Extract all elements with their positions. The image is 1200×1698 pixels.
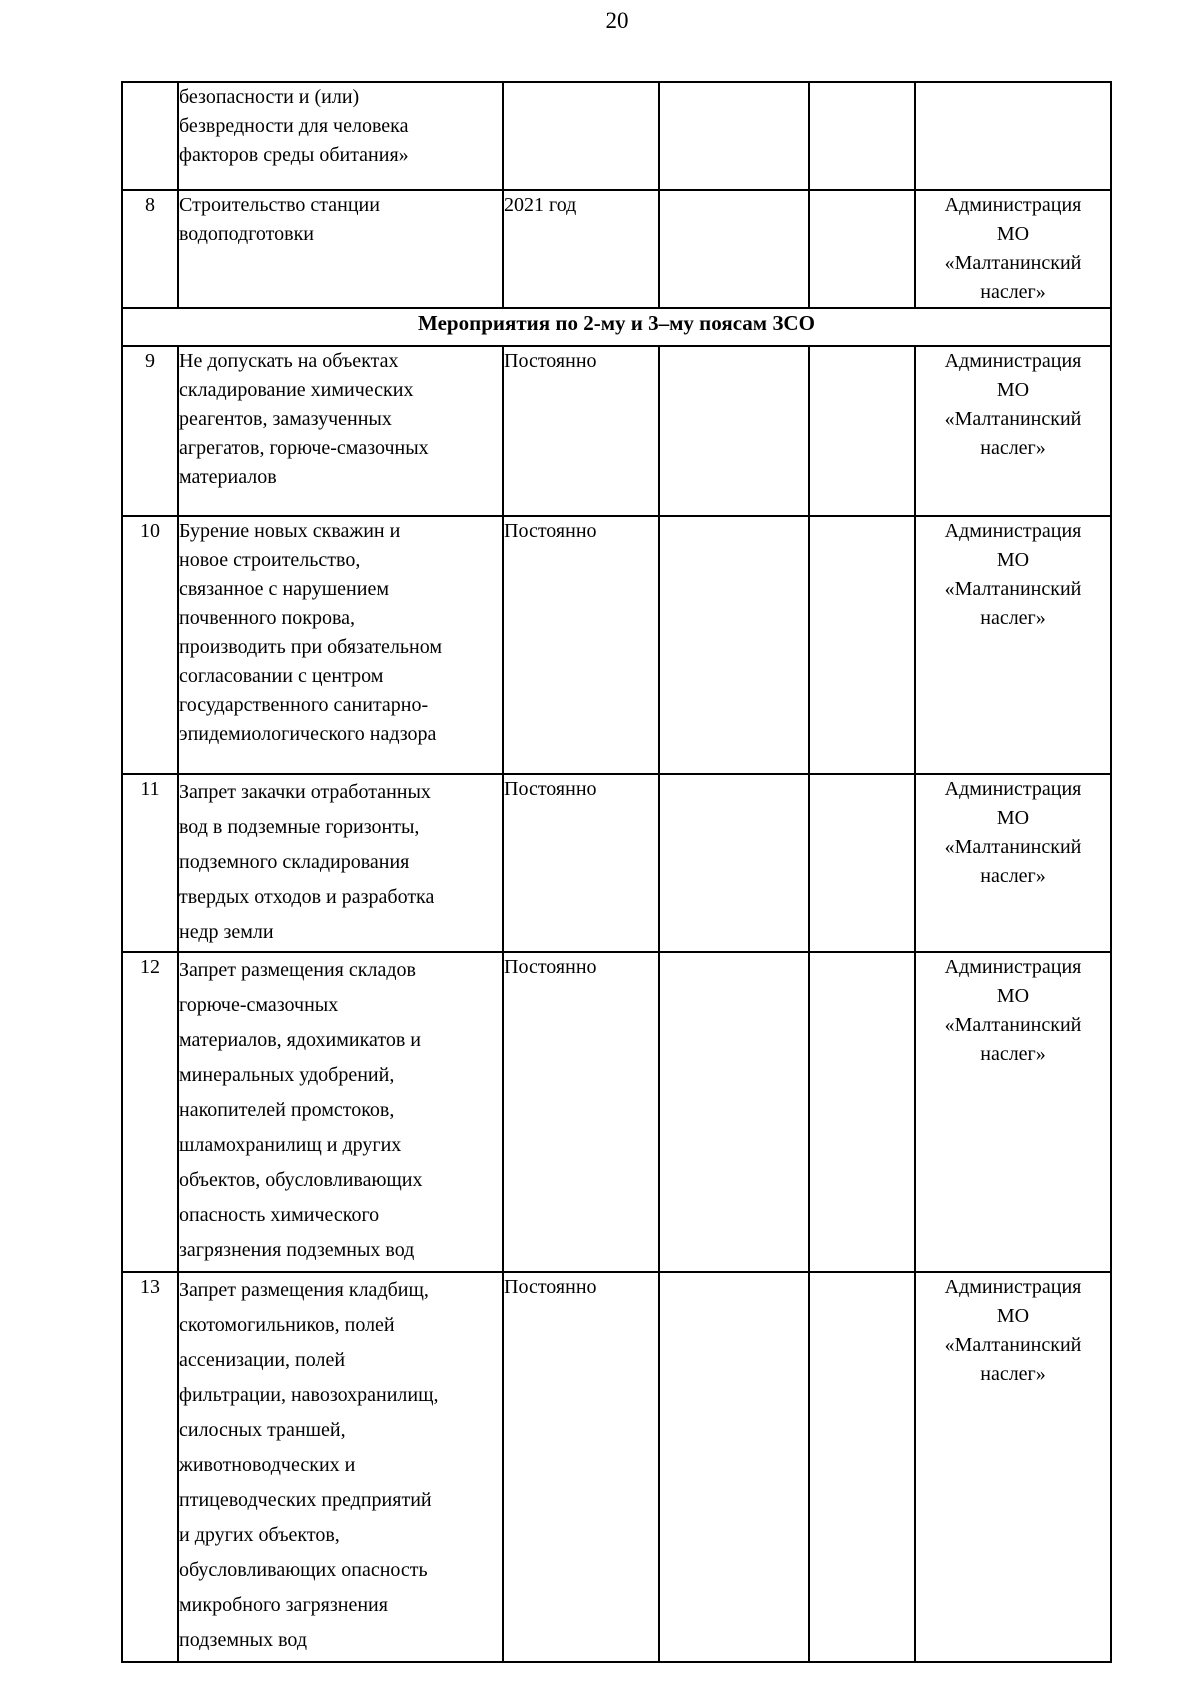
- deadline-cell: Постоянно: [503, 774, 659, 952]
- empty-cell-2: [809, 1272, 915, 1662]
- description-line: опасность химического: [179, 1204, 380, 1226]
- responsible-line: «Малтанинский: [944, 836, 1082, 858]
- deadline-cell: [503, 82, 659, 190]
- description-line: силосных траншей,: [179, 1419, 346, 1441]
- description-line: Строительство станции: [179, 194, 380, 216]
- description-line: обусловливающих опасность: [179, 1559, 428, 1581]
- responsible-line: Администрация: [944, 1276, 1082, 1298]
- responsible-line: «Малтанинский: [944, 1014, 1082, 1036]
- table-row: [122, 774, 1111, 952]
- row-number: [122, 82, 178, 190]
- empty-cell-2: [809, 190, 915, 308]
- description-line: Не допускать на объектах: [179, 350, 399, 372]
- responsible-line: МО: [996, 379, 1030, 401]
- responsible-line: Администрация: [944, 194, 1082, 216]
- empty-cell-1: [659, 1272, 809, 1662]
- measure-description: [178, 516, 503, 774]
- description-line: накопителей промстоков,: [179, 1099, 395, 1121]
- description-line: производить при обязательном: [179, 636, 443, 658]
- responsible-cell: [915, 516, 1111, 774]
- row-number: 10: [122, 516, 178, 774]
- description-line: загрязнения подземных вод: [179, 1239, 415, 1261]
- deadline-cell: Постоянно: [503, 952, 659, 1272]
- description-line: почвенного покрова,: [179, 607, 356, 629]
- description-line: недр земли: [179, 921, 274, 943]
- responsible-line: наслег»: [980, 607, 1046, 629]
- deadline-cell: 2021 год: [503, 190, 659, 308]
- table-body-before: [122, 82, 1111, 308]
- deadline-cell: Постоянно: [503, 346, 659, 516]
- responsible-line: наслег»: [980, 865, 1046, 887]
- responsible-line: наслег»: [980, 1043, 1046, 1065]
- responsible-line: МО: [996, 807, 1030, 829]
- description-line: Бурение новых скважин и: [179, 520, 401, 542]
- description-line: реагентов, замазученных: [179, 408, 392, 430]
- empty-cell-2: [809, 952, 915, 1272]
- description-line: связанное с нарушением: [179, 578, 389, 600]
- empty-cell-1: [659, 774, 809, 952]
- table-row: [122, 190, 1111, 308]
- description-line: водоподготовки: [179, 223, 314, 245]
- description-line: государственного санитарно-: [179, 694, 429, 716]
- empty-cell-1: [659, 82, 809, 190]
- responsible-line: Администрация: [944, 956, 1082, 978]
- responsible-line: наслег»: [980, 1363, 1046, 1385]
- row-number: 9: [122, 346, 178, 516]
- description-line: новое строительство,: [179, 549, 361, 571]
- description-line: твердых отходов и разработка: [179, 886, 435, 908]
- description-line: и других объектов,: [179, 1524, 340, 1546]
- responsible-cell: [915, 346, 1111, 516]
- empty-cell-2: [809, 516, 915, 774]
- responsible-line: «Малтанинский: [944, 578, 1082, 600]
- table-body-after: [122, 346, 1111, 1662]
- empty-cell-1: [659, 516, 809, 774]
- description-line: безопасности и (или): [179, 86, 360, 108]
- responsible-line: МО: [996, 985, 1030, 1007]
- section-header: [122, 308, 1111, 346]
- measure-description: [178, 1272, 503, 1662]
- responsible-line: «Малтанинский: [944, 1334, 1082, 1356]
- description-line: подземных вод: [179, 1629, 308, 1651]
- description-line: горюче-смазочных: [179, 994, 339, 1016]
- description-line: эпидемиологического надзора: [179, 723, 437, 745]
- description-line: минеральных удобрений,: [179, 1064, 395, 1086]
- description-line: агрегатов, горюче-смазочных: [179, 437, 429, 459]
- description-line: птицеводческих предприятий: [179, 1489, 432, 1511]
- measure-description: [178, 774, 503, 952]
- table-row: [122, 82, 1111, 190]
- table-row: [122, 346, 1111, 516]
- page-number: 20: [605, 8, 629, 33]
- measure-description: [178, 82, 503, 190]
- description-line: безвредности для человека: [179, 115, 409, 137]
- description-line: факторов среды обитания»: [179, 144, 409, 166]
- responsible-line: МО: [996, 549, 1030, 571]
- row-number: 11: [122, 774, 178, 952]
- responsible-line: Администрация: [944, 350, 1082, 372]
- responsible-cell: [915, 1272, 1111, 1662]
- description-line: фильтрации, навозохранилищ,: [179, 1384, 439, 1406]
- empty-cell-1: [659, 346, 809, 516]
- empty-cell-2: [809, 346, 915, 516]
- responsible-line: «Малтанинский: [944, 408, 1082, 430]
- measures-table: [121, 81, 1112, 1663]
- table-row: [122, 952, 1111, 1272]
- measure-description: [178, 190, 503, 308]
- responsible-line: МО: [996, 223, 1030, 245]
- description-line: Запрет размещения кладбищ,: [179, 1279, 429, 1301]
- description-line: объектов, обусловливающих: [179, 1169, 423, 1191]
- responsible-cell: [915, 774, 1111, 952]
- description-line: материалов, ядохимикатов и: [179, 1029, 422, 1051]
- section-title: Мероприятия по 2-му и 3–му поясам ЗСО: [122, 308, 1111, 346]
- description-line: животноводческих и: [179, 1454, 356, 1476]
- measure-description: [178, 346, 503, 516]
- table-row: [122, 516, 1111, 774]
- responsible-line: наслег»: [980, 437, 1046, 459]
- responsible-line: Администрация: [944, 778, 1082, 800]
- description-line: Запрет закачки отработанных: [179, 781, 431, 803]
- description-line: шламохранилищ и других: [179, 1134, 402, 1156]
- description-line: материалов: [179, 466, 277, 488]
- responsible-cell: [915, 190, 1111, 308]
- row-number: 13: [122, 1272, 178, 1662]
- description-line: Запрет размещения складов: [179, 959, 416, 981]
- responsible-line: МО: [996, 1305, 1030, 1327]
- row-number: 8: [122, 190, 178, 308]
- deadline-cell: Постоянно: [503, 1272, 659, 1662]
- responsible-cell: [915, 82, 1111, 190]
- empty-cell-1: [659, 952, 809, 1272]
- description-line: складирование химических: [179, 379, 414, 401]
- deadline-cell: Постоянно: [503, 516, 659, 774]
- description-line: ассенизации, полей: [179, 1349, 346, 1371]
- responsible-line: «Малтанинский: [944, 252, 1082, 274]
- description-line: согласовании с центром: [179, 665, 384, 687]
- description-line: вод в подземные горизонты,: [179, 816, 420, 838]
- empty-cell-2: [809, 774, 915, 952]
- description-line: скотомогильников, полей: [179, 1314, 395, 1336]
- measure-description: [178, 952, 503, 1272]
- empty-cell-1: [659, 190, 809, 308]
- responsible-line: наслег»: [980, 281, 1046, 303]
- description-line: подземного складирования: [179, 851, 410, 873]
- empty-cell-2: [809, 82, 915, 190]
- responsible-line: Администрация: [944, 520, 1082, 542]
- responsible-cell: [915, 952, 1111, 1272]
- row-number: 12: [122, 952, 178, 1272]
- description-line: микробного загрязнения: [179, 1594, 388, 1616]
- table-row: [122, 1272, 1111, 1662]
